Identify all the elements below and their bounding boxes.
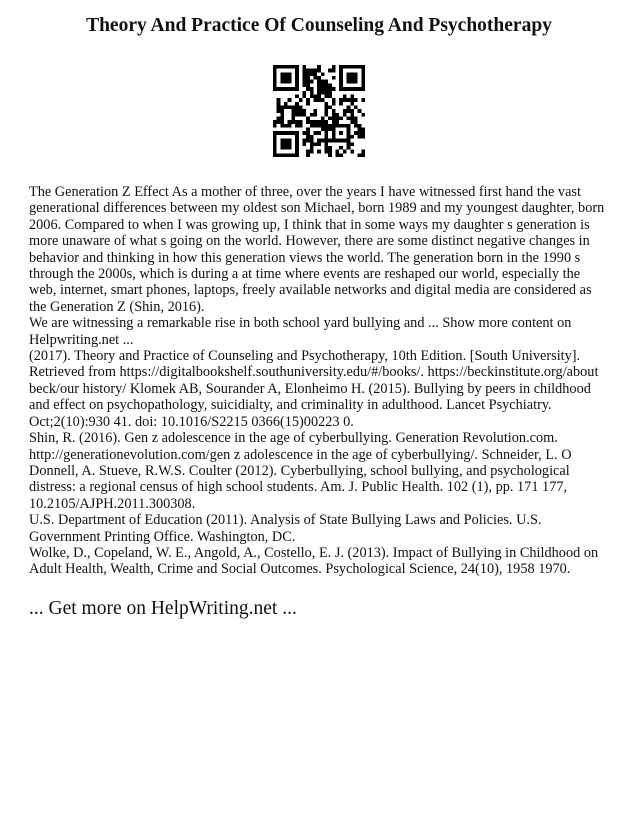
- paragraph-generation-z: The Generation Z Effect As a mother of three, over the years I have witnessed first hand the vast generational differences between my oldest son Michael, born 1989 and my youngest daughter, born 2006. Compared to when I was growing up, I think that in some ways my daughter s generation is more unaware of what s going on the world. However, there are some distinct negative changes in behavior and thinking in how this generation views the world. The generation born in the 1990 s through the 2000s, which is during a at time where events are reshaped our world, especially the web, internet, smart phones, laptops, freely available networks and digital media are considered as the Generation Z (Shin, 2016).: [29, 184, 605, 315]
- document-body: [29, 184, 611, 578]
- document-title: Theory And Practice Of Counseling And Psychotherapy: [86, 15, 552, 36]
- paragraph-reference-3: U.S. Department of Education (2011). Analysis of State Bullying Laws and Policies. U.S. Government Printing Office. Washington, DC.: [29, 512, 542, 545]
- paragraph-reference-2: Shin, R. (2016). Gen z adolescence in the age of cyberbullying. Generation Revolution.com. http://generationevolution.com/gen z adolescence in the age of cyberbullying/. Schneider, L. O Donnell, A. Stueve, R.W.S. Coulter (2012). Cyberbullying, school bullying, and psychological distress: a regional census of high school students. Am. J. Public Health. 102 (1), pp. 171 177, 10.2105/AJPH.2011.300308.: [29, 430, 572, 512]
- qr-code-icon: [273, 65, 365, 157]
- get-more-link[interactable]: ... Get more on HelpWriting.net ...: [29, 598, 297, 619]
- paragraph-reference-4: Wolke, D., Copeland, W. E., Angold, A., Costello, E. J. (2013). Impact of Bullying in Childhood on Adult Health, Wealth, Crime and Social Outcomes. Psychological Science, 24(10), 1958 1970.: [29, 544, 599, 578]
- paragraph-show-more: We are witnessing a remarkable rise in both school yard bullying and ... Show more content on Helpwriting.net ...: [29, 315, 572, 348]
- paragraph-reference-1: (2017). Theory and Practice of Counseling and Psychotherapy, 10th Edition. [South University]. Retrieved from https://digitalbookshelf.southuniversity.edu/#/books/. https://beckinstitute.org/about beck/our history/ Klomek AB, Sourander A, Elonheimo H. (2015). Bullying by peers in childhood and effect on psychopathology, suicidialty, and criminality in adulthood. Lancet Psychiatry. Oct;2(10):930 41. doi: 10.1016/S2215 0366(15)00223 0.: [29, 348, 599, 430]
